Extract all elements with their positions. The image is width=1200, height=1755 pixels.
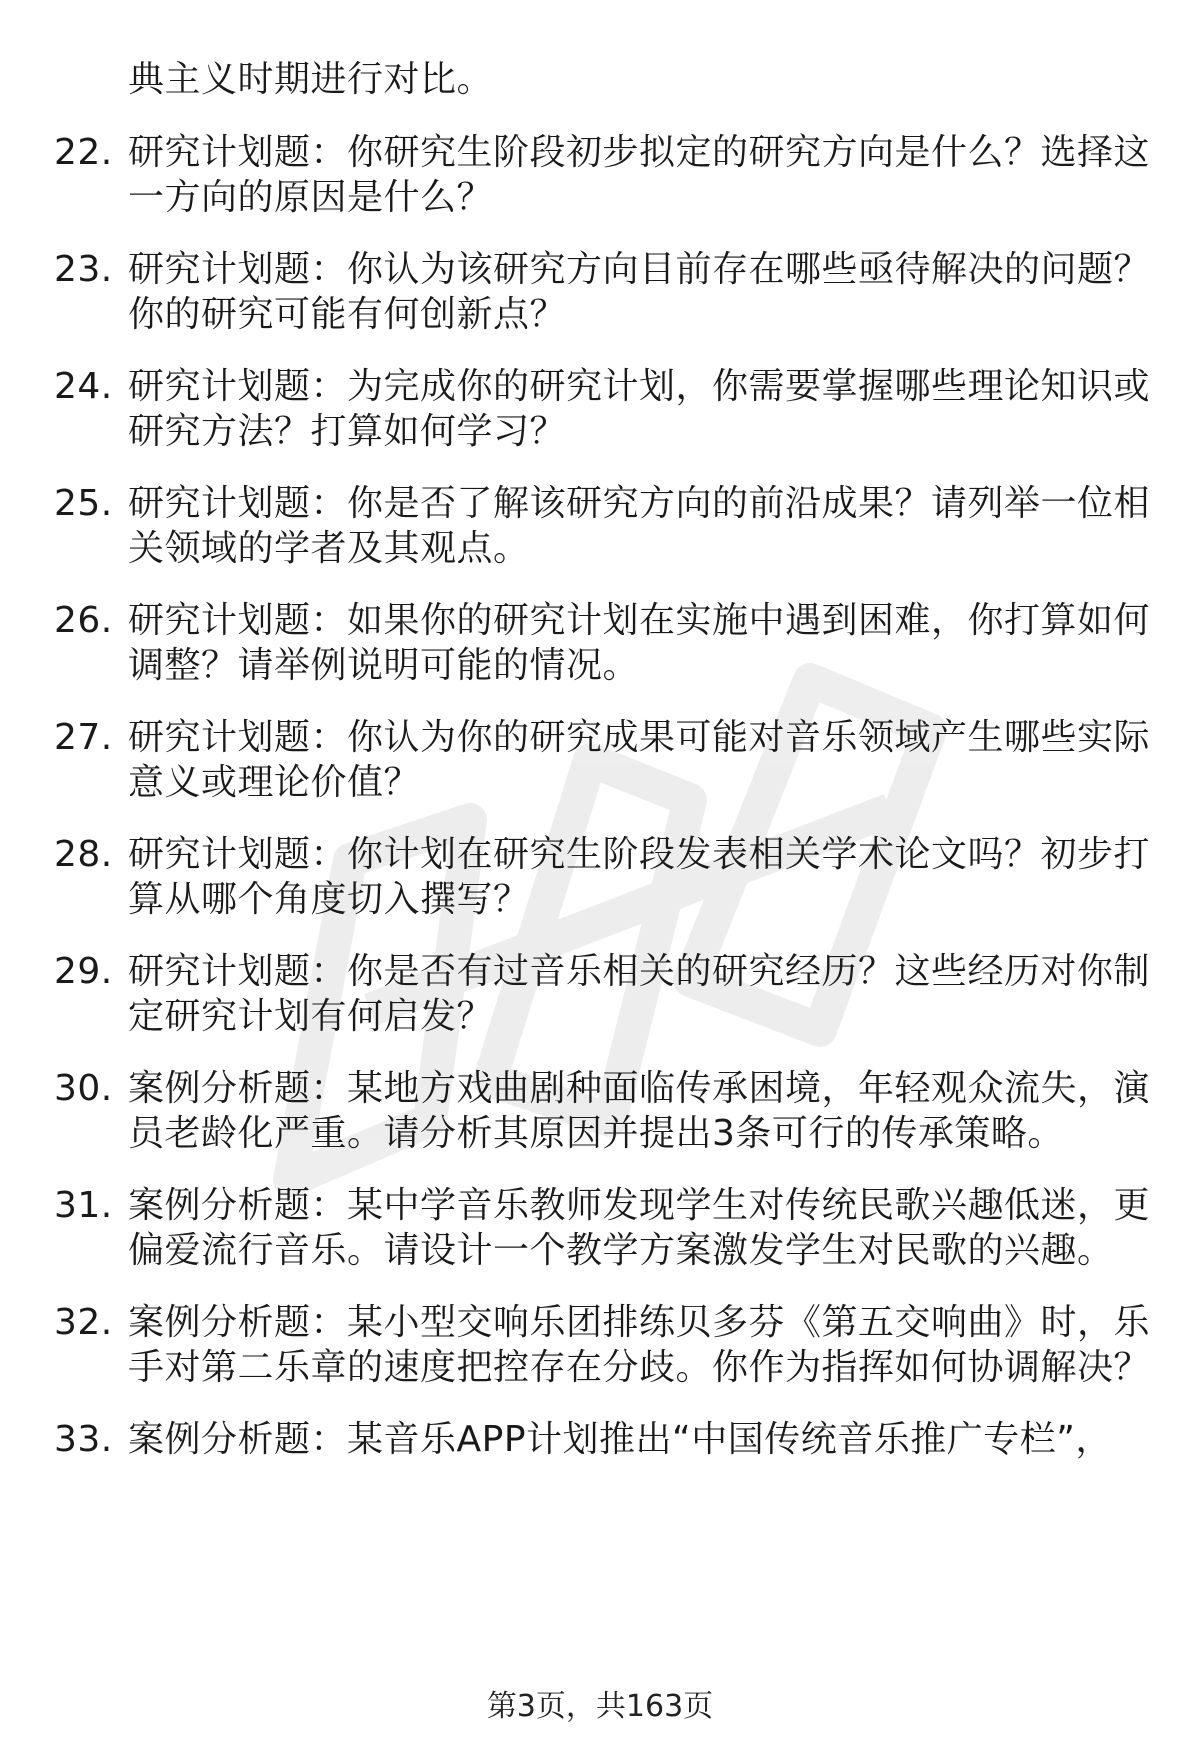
question-text-line: 案例分析题：某小型交响乐团排练贝多芬《第五交响曲》时，乐 (128, 1302, 1151, 1343)
page-number-footer: 第3页，共163页 (486, 1689, 714, 1724)
question-text-line: 研究计划题：你认为你的研究成果可能对音乐领域产生哪些实际 (128, 717, 1151, 758)
question-number: 31. (54, 1185, 113, 1226)
question-text-line: 研究计划题：你是否了解该研究方向的前沿成果？请列举一位相 (128, 483, 1151, 524)
question-text-line: 研究计划题：你研究生阶段初步拟定的研究方向是什么？选择这 (128, 132, 1151, 173)
question-text-line: 员老龄化严重。请分析其原因并提出3条可行的传承策略。 (128, 1113, 1064, 1154)
question-number: 28. (54, 834, 113, 875)
question-text-line: 意义或理论价值？ (128, 762, 421, 803)
question-number: 26. (54, 600, 113, 641)
question-text-line: 案例分析题：某音乐APP计划推出“中国传统音乐推广专栏”， (128, 1419, 1112, 1460)
question-number: 27. (54, 717, 113, 758)
question-text-line: 定研究计划有何启发？ (128, 996, 494, 1037)
question-number: 33. (54, 1419, 113, 1460)
question-text-line: 手对第二乐章的速度把控存在分歧。你作为指挥如何协调解决？ (128, 1347, 1151, 1388)
question-text-line: 调整？请举例说明可能的情况。 (128, 645, 640, 686)
question-text-line: 偏爱流行音乐。请设计一个教学方案激发学生对民歌的兴趣。 (128, 1230, 1114, 1271)
question-text-line: 研究计划题：你是否有过音乐相关的研究经历？这些经历对你制 (128, 951, 1151, 992)
question-number: 24. (54, 366, 113, 407)
question-number: 25. (54, 483, 113, 524)
question-number: 30. (54, 1068, 113, 1109)
question-text-line: 你的研究可能有何创新点？ (128, 294, 567, 335)
question-text-line: 研究计划题：你认为该研究方向目前存在哪些亟待解决的问题？ (128, 249, 1151, 290)
question-text-line: 研究方法？打算如何学习？ (128, 411, 567, 452)
question-number: 32. (54, 1302, 113, 1343)
question-number: 29. (54, 951, 113, 992)
lead-text: 典主义时期进行对比。 (128, 59, 494, 100)
question-text-line: 一方向的原因是什么？ (128, 177, 494, 218)
question-text-line: 研究计划题：如果你的研究计划在实施中遇到困难，你打算如何 (128, 600, 1151, 641)
question-text-line: 案例分析题：某地方戏曲剧种面临传承困境，年轻观众流失，演 (128, 1068, 1151, 1109)
question-text-line: 关领域的学者及其观点。 (128, 528, 530, 569)
question-text-line: 案例分析题：某中学音乐教师发现学生对传统民歌兴趣低迷，更 (128, 1185, 1151, 1226)
question-text-line: 研究计划题：你计划在研究生阶段发表相关学术论文吗？初步打 (128, 834, 1151, 875)
question-number: 23. (54, 249, 113, 290)
question-text-line: 研究计划题：为完成你的研究计划，你需要掌握哪些理论知识或 (128, 366, 1151, 407)
question-text-line: 算从哪个角度切入撰写？ (128, 879, 530, 920)
question-number: 22. (54, 132, 113, 173)
